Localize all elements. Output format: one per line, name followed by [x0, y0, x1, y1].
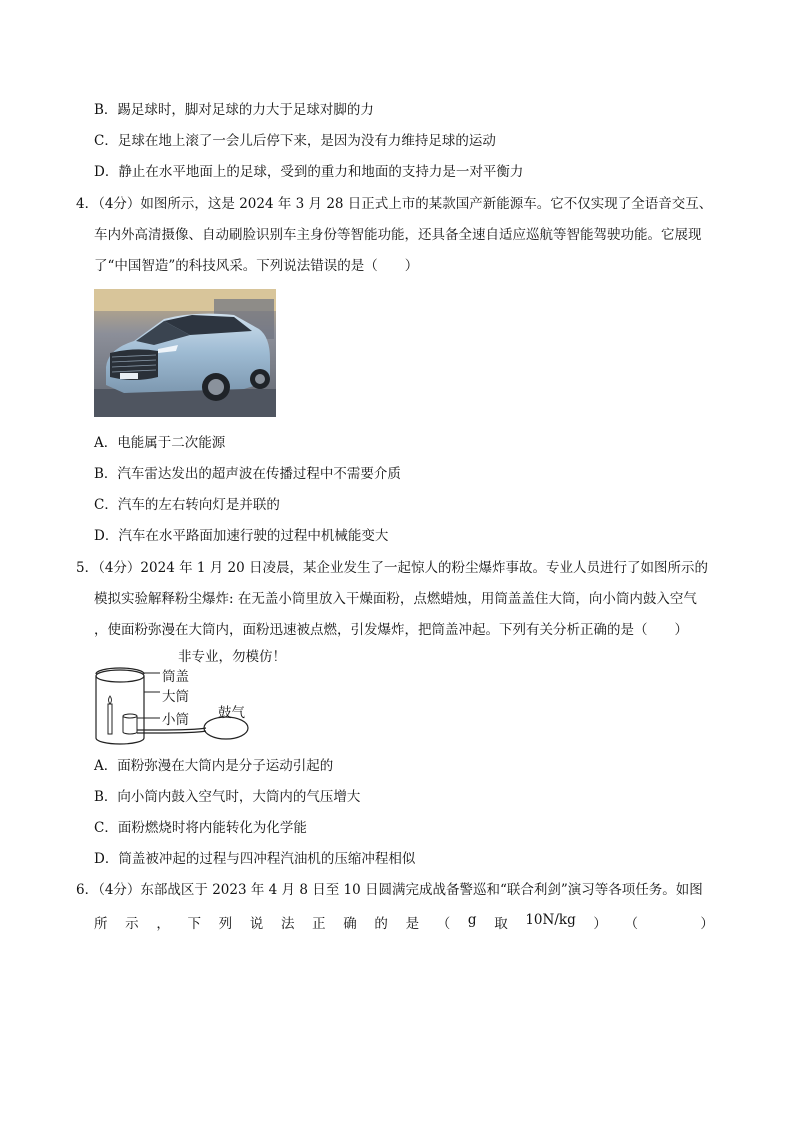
q6-token: 列	[218, 916, 233, 932]
q6-token: ，	[156, 916, 170, 932]
q6-token: 正	[312, 916, 326, 932]
q6-token: 示	[125, 916, 139, 932]
q5-stem-line2: 模拟实验解释粉尘爆炸: 在无盖小筒里放入干燥面粉，点燃蜡烛，用筒盖盖住大筒，向小筒内鼓入空气	[94, 591, 697, 607]
q5-option-d: D．筒盖被冲起的过程与四冲程汽油机的压缩冲程相似	[94, 851, 416, 867]
dust-explosion-diagram	[86, 646, 306, 756]
q6-token: 下	[187, 916, 201, 932]
q4-option-b: B．汽车雷达发出的超声波在传播过程中不需要介质	[94, 466, 401, 482]
q6-token: ）	[700, 916, 714, 932]
q6-token: 说	[249, 916, 264, 932]
q4-stem-line1: 4．（4分）如图所示，这是 2024 年 3 月 28 日正式上市的某款国产新能源车。它不仅实现了全语音交互、	[76, 196, 713, 212]
q6-token: ）	[593, 916, 607, 932]
q4-option-d: D．汽车在水平路面加速行驶的过程中机械能变大	[94, 528, 389, 544]
q6-token: 确	[343, 916, 357, 932]
q4-stem-line3: 了“中国智造”的科技风采。下列说法错误的是（ ）	[94, 258, 419, 274]
q5-option-b: B．向小筒内鼓入空气时，大筒内的气压增大	[94, 789, 361, 805]
q6-stem-line1: 6．（4分）东部战区于 2023 年 4 月 8 日至 10 日圆满完成战备警巡和“联合利剑”演习等各项任务。如图	[76, 882, 703, 898]
diagram-lid-label: 筒盖	[162, 669, 189, 685]
q6-stem-line2	[94, 912, 714, 932]
q5-option-a: A．面粉弥漫在大筒内是分子运动引起的	[94, 758, 334, 774]
q6-token: g	[467, 912, 477, 928]
q4-stem-line2: 车内外高清摄像、自动刷脸识别车主身份等智能功能，还具备全速自适应巡航等智能驾驶功能。它展现	[94, 227, 702, 243]
q6-token: 是	[405, 916, 420, 932]
car-photo	[94, 289, 276, 417]
diagram-big-cylinder-label: 大筒	[162, 689, 189, 705]
q6-token: 取	[494, 916, 508, 932]
q3-option-d: D．静止在水平地面上的足球，受到的重力和地面的支持力是一对平衡力	[94, 164, 524, 180]
q6-token: 的	[374, 916, 388, 932]
q4-option-a: A．电能属于二次能源	[94, 435, 226, 451]
q5-option-c: C．面粉燃烧时将内能转化为化学能	[94, 820, 307, 836]
q5-stem-line1: 5．（4分）2024 年 1 月 20 日凌晨，某企业发生了一起惊人的粉尘爆炸事故。专业人员进行了如图所示的	[76, 560, 709, 576]
q6-token: 所	[94, 916, 108, 932]
q6-token	[656, 912, 683, 932]
q4-option-c: C．汽车的左右转向灯是并联的	[94, 497, 280, 513]
q6-token: （	[436, 916, 451, 932]
diagram-warning-label: 非专业，勿模仿！	[178, 649, 286, 665]
diagram-small-cylinder-label: 小筒	[162, 712, 189, 728]
q6-token: 法	[280, 916, 295, 932]
q6-token: （	[624, 916, 639, 932]
q3-option-c: C．足球在地上滚了一会儿后停下来，是因为没有力维持足球的运动	[94, 133, 496, 149]
car-illustration	[94, 289, 276, 417]
q3-option-b: B．踢足球时，脚对足球的力大于足球对脚的力	[94, 102, 374, 118]
diagram-blow-label: 鼓气	[218, 705, 245, 721]
q6-token: 10N/kg	[525, 912, 576, 928]
q5-stem-line3: ，使面粉弥漫在大筒内，面粉迅速被点燃，引发爆炸，把筒盖冲起。下列有关分析正确的是（ ）	[94, 622, 688, 638]
